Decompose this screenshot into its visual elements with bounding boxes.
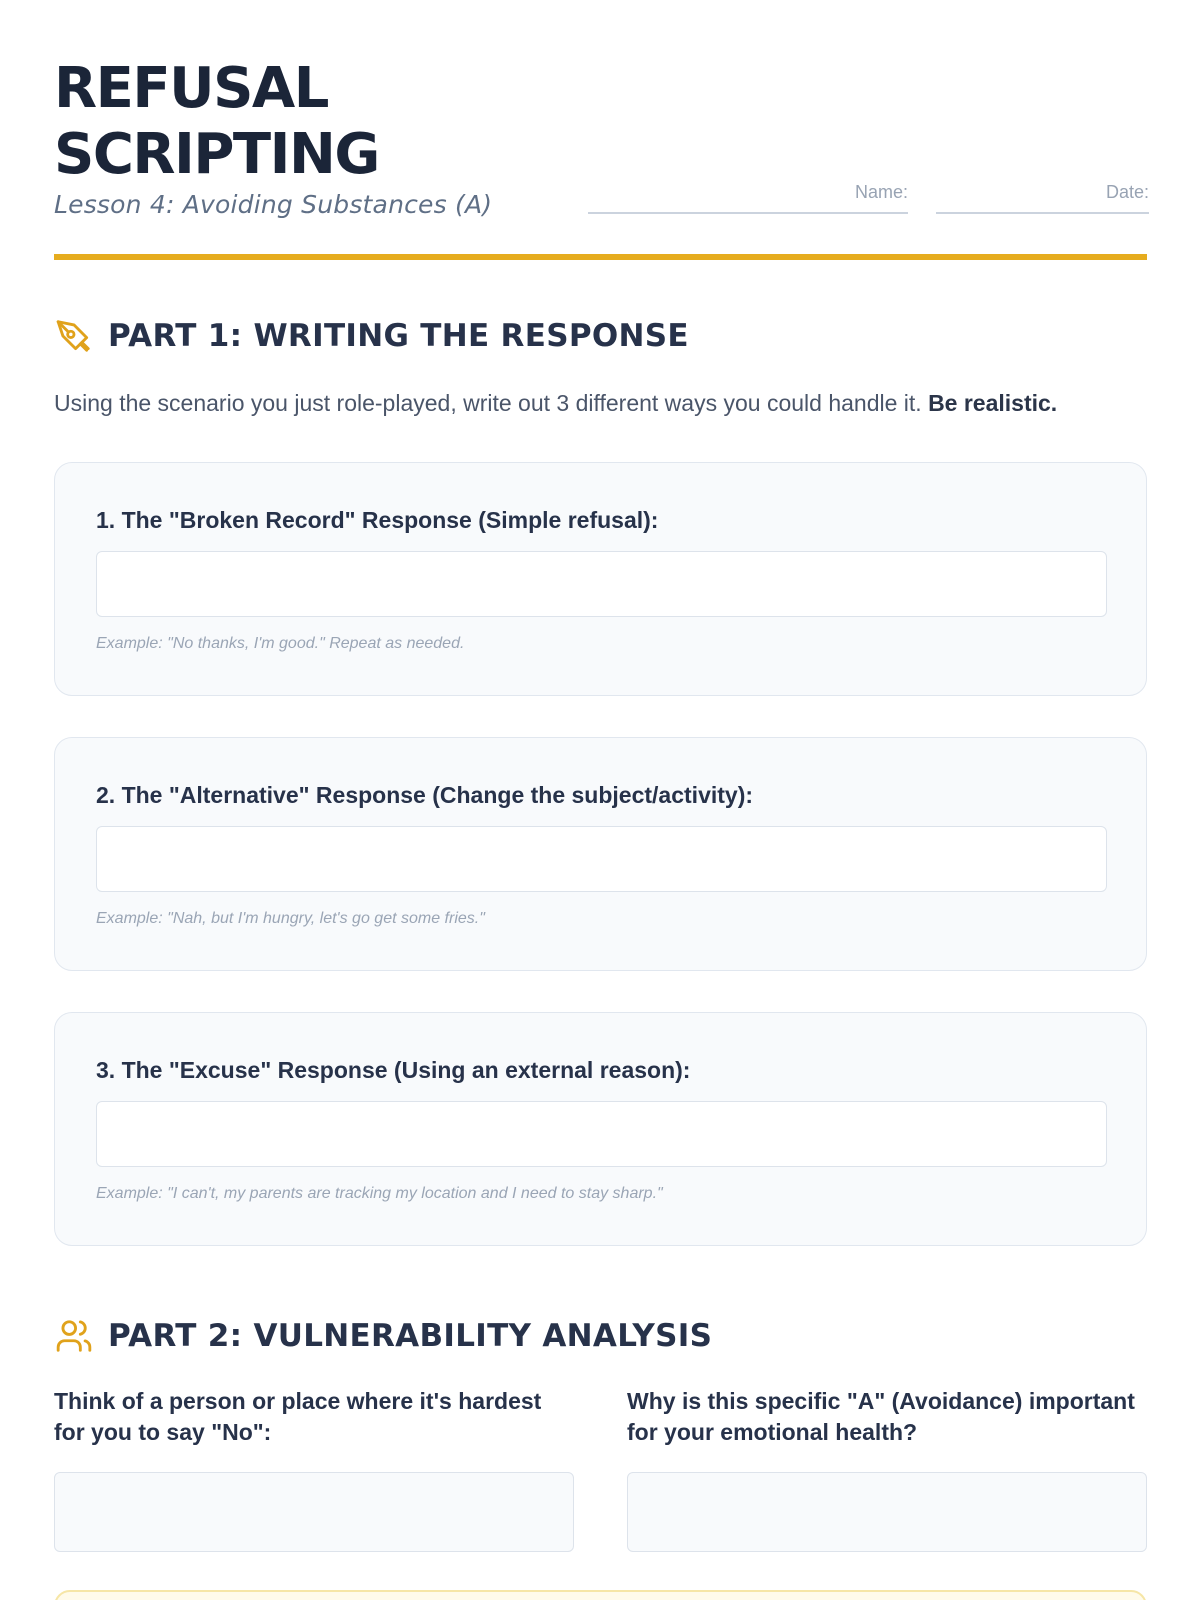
title-line-2: SCRIPTING [54,122,379,187]
avoidance-importance-question: Why is this specific "A" (Avoidance) important for your emotional health? [627,1388,1135,1445]
part1-heading: PART 1: WRITING THE RESPONSE [108,318,689,354]
response-card-3 [54,1012,1147,1246]
response-example: Example: "Nah, but I'm hungry, let's go get some fries." [96,910,485,927]
response-input[interactable] [96,1101,1107,1167]
response-card-1 [54,462,1147,696]
date-field[interactable] [936,178,1149,214]
response-card-2 [54,737,1147,971]
response-label: 2. The "Alternative" Response (Change the subject/activity): [96,782,754,808]
part1-header [54,316,689,356]
part2-header [54,1316,712,1356]
name-label: Name: [854,182,908,202]
response-label: 3. The "Excuse" Response (Using an external reason): [96,1057,691,1083]
lesson-subtitle: Lesson 4: Avoiding Substances (A) [54,190,493,219]
response-input[interactable] [96,826,1107,892]
title-line-1: REFUSAL [54,56,328,121]
hardest-place-input[interactable] [54,1472,574,1552]
pen-nib-icon [54,316,94,356]
intro-emphasis: Be realistic. [928,390,1058,416]
response-label: 1. The "Broken Record" Response (Simple refusal): [96,507,659,533]
next-section-card [54,1590,1147,1600]
avoidance-importance-input[interactable] [627,1472,1147,1552]
worksheet-title [54,56,379,188]
response-example: Example: "No thanks, I'm good." Repeat as needed. [96,635,465,652]
intro-text: Using the scenario you just role-played, write out 3 different ways you could handle it. [54,390,922,416]
date-label: Date: [1105,182,1149,202]
name-field[interactable] [588,178,908,214]
users-icon [54,1316,94,1356]
header-divider [54,254,1147,260]
part2-heading: PART 2: VULNERABILITY ANALYSIS [108,1318,713,1354]
hardest-place-question: Think of a person or place where it's hardest for you to say "No": [54,1388,542,1445]
part1-instructions [54,390,1057,417]
worksheet-page [54,0,1147,1600]
response-example: Example: "I can't, my parents are tracking my location and I need to stay sharp." [96,1185,663,1202]
response-input[interactable] [96,551,1107,617]
